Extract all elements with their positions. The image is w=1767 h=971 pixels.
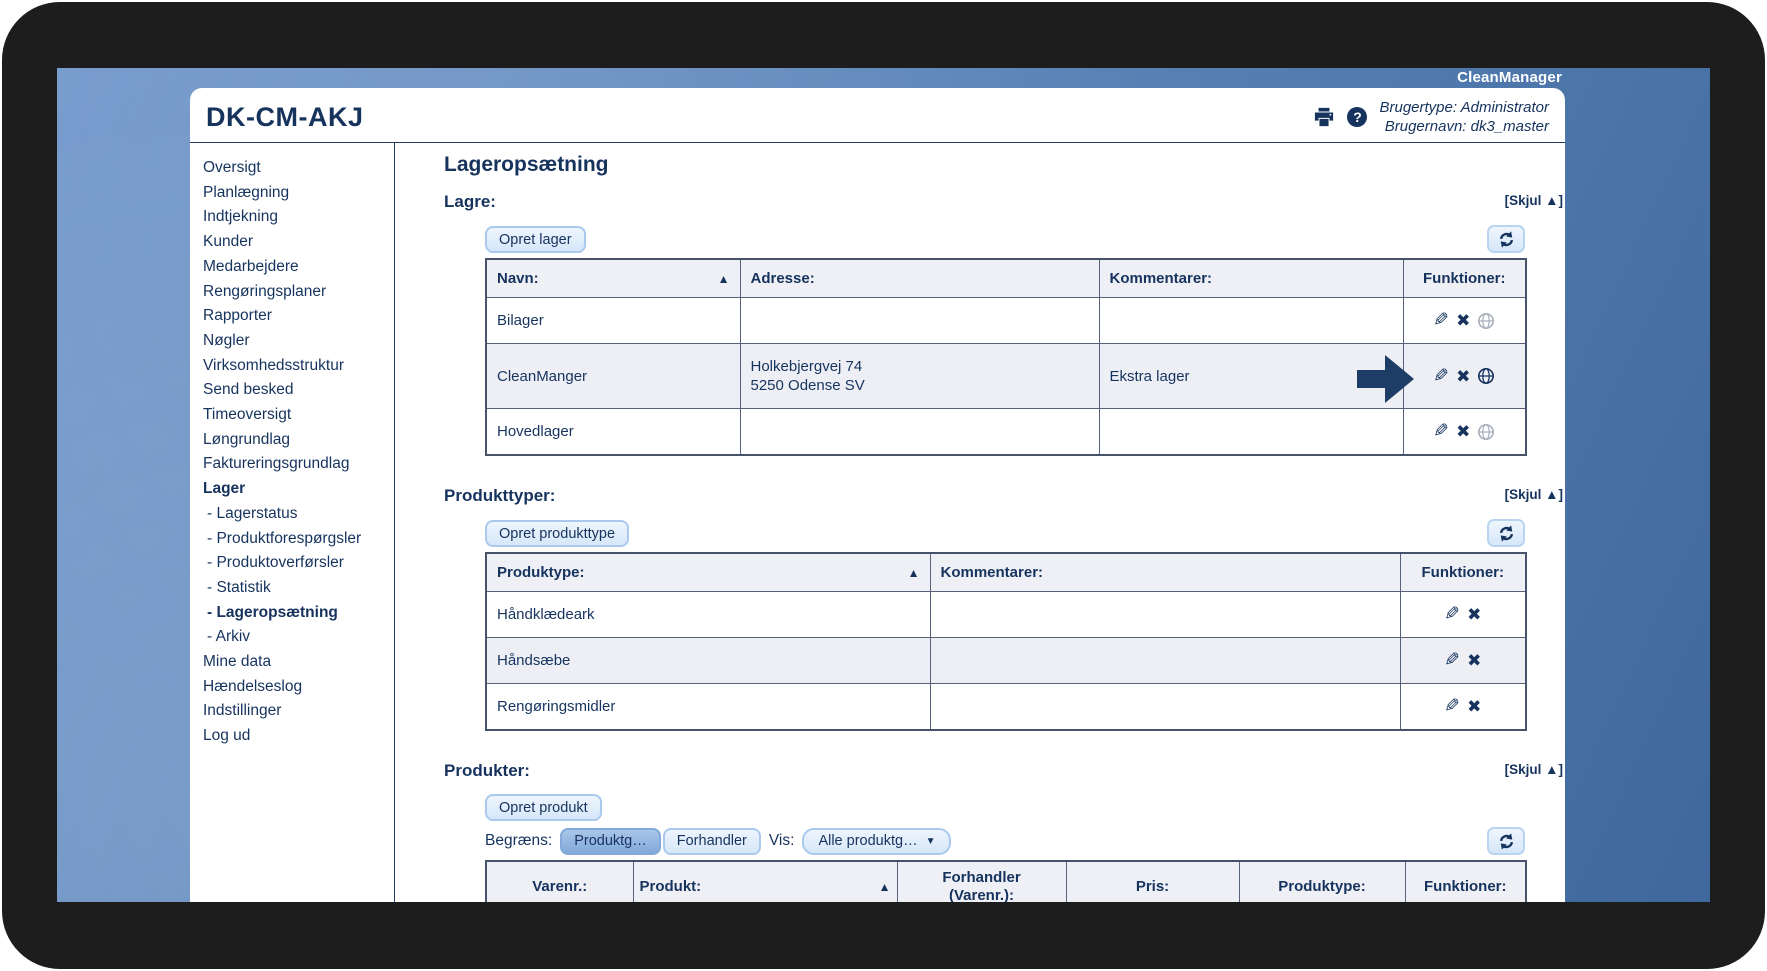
produkttype-funktioner-cell (1400, 592, 1526, 638)
app-window (190, 88, 1565, 902)
page-title: Lageropsætning (444, 153, 609, 176)
produkter-table (485, 860, 1527, 902)
sort-asc-icon[interactable]: ▲ (717, 271, 730, 286)
sidebar-item-lagerstatus[interactable]: - Lagerstatus (207, 504, 298, 522)
produkttyper-table (485, 552, 1527, 731)
sidebar-item-produktforespoergsler[interactable]: - Produktforespørgsler (207, 529, 362, 547)
filter-produktgrupper-button[interactable]: Produktg… (560, 828, 661, 855)
produkter-col-forhandler (897, 861, 1066, 902)
edit-icon[interactable]: ✎ (1433, 421, 1450, 442)
produkter-refresh-button[interactable] (1487, 827, 1525, 855)
sidebar-item-faktureringsgrundlag[interactable]: Faktureringsgrundlag (203, 455, 350, 473)
sidebar-item-rengoeringsplaner[interactable]: Rengøringsplaner (203, 282, 327, 300)
lager-navn-cell: Hovedlager (486, 409, 740, 456)
sidebar-item-indtjekning[interactable]: Indtjekning (203, 208, 278, 226)
user-name-label: Brugernavn: dk3_master (1384, 118, 1549, 135)
begraens-label: Begræns: (485, 832, 553, 849)
delete-icon[interactable]: ✖ (1456, 422, 1471, 441)
lager-kommentar-cell (1099, 298, 1403, 344)
chevron-down-icon: ▼ (925, 835, 936, 847)
delete-icon[interactable]: ✖ (1467, 605, 1482, 624)
sidebar-item-planlaegning[interactable]: Planlægning (203, 183, 290, 201)
table-row (486, 592, 1526, 638)
sidebar-item-lager[interactable]: Lager (203, 480, 246, 498)
navn-header-label: Navn: (497, 270, 539, 287)
lager-adresse-cell (740, 344, 1099, 409)
dropdown-selected-value: Alle produktg… (818, 833, 918, 849)
produkttype-kommentar-cell (930, 592, 1400, 638)
user-type-label: Brugertype: Administrator (1379, 99, 1549, 116)
vis-label: Vis: (768, 832, 795, 849)
sort-asc-icon[interactable]: ▲ (878, 880, 891, 894)
lager-navn-cell: Bilager (486, 298, 740, 344)
table-row (486, 638, 1526, 684)
delete-icon[interactable]: ✖ (1456, 311, 1471, 330)
sidebar-item-loengrundlag[interactable]: Løngrundlag (203, 430, 291, 448)
lager-navn-cell: CleanManger (486, 344, 740, 409)
globe-icon[interactable] (1477, 367, 1495, 385)
delete-icon[interactable]: ✖ (1467, 651, 1482, 670)
table-row (486, 684, 1526, 731)
lagre-hide-link[interactable]: [Skjul ▲] (1504, 193, 1563, 208)
edit-icon[interactable]: ✎ (1433, 310, 1450, 331)
sidebar-item-oversigt[interactable]: Oversigt (203, 159, 261, 176)
produkter-col-produkt[interactable] (633, 861, 897, 902)
lagre-refresh-button[interactable] (1487, 225, 1525, 253)
table-row (486, 298, 1526, 344)
produkttyper-hide-link[interactable]: [Skjul ▲] (1504, 487, 1563, 502)
produkter-title-text: Produkter: (444, 761, 530, 780)
produkt-header-label: Produkt: (639, 878, 702, 895)
lager-adresse-cell (740, 409, 1099, 456)
lagre-col-navn[interactable] (486, 259, 740, 298)
window-body (190, 143, 1565, 902)
produkttyper-section-title (444, 486, 1563, 506)
produkter-hide-link[interactable]: [Skjul ▲] (1504, 762, 1563, 777)
sidebar-item-lageropsaetning[interactable]: - Lageropsætning (207, 603, 338, 621)
lagre-header-row (486, 259, 1526, 298)
table-row (486, 409, 1526, 456)
edit-icon[interactable]: ✎ (1444, 696, 1461, 717)
section-produkter (444, 761, 1563, 902)
lager-funktioner-cell (1403, 344, 1526, 409)
produkttyper-refresh-button[interactable] (1487, 519, 1525, 547)
forhandler-header-line2: (Varenr.): (948, 887, 1015, 902)
lager-adresse-cell (740, 298, 1099, 344)
sidebar-item-indstillinger[interactable]: Indstillinger (203, 702, 282, 720)
produktgruppe-dropdown[interactable] (802, 828, 951, 855)
delete-icon[interactable]: ✖ (1467, 697, 1482, 716)
sidebar-item-arkiv[interactable]: - Arkiv (207, 628, 251, 646)
sidebar-item-virksomhedsstruktur[interactable]: Virksomhedsstruktur (203, 356, 344, 374)
edit-icon[interactable]: ✎ (1433, 365, 1450, 387)
refresh-icon (1497, 832, 1516, 851)
produkttyper-title-text: Produkttyper: (444, 486, 556, 505)
pointer-arrow (1357, 354, 1415, 404)
forhandler-header-line1: Forhandler (942, 869, 1021, 886)
adresse-line2: 5250 Odense SV (750, 377, 865, 394)
lager-kommentar-cell: Ekstra lager (1099, 344, 1403, 409)
sidebar-item-kunder[interactable]: Kunder (203, 233, 253, 251)
produkter-col-produktype: Produktype: (1239, 861, 1405, 902)
sidebar-item-rapporter[interactable]: Rapporter (203, 307, 272, 325)
globe-icon[interactable] (1477, 312, 1495, 330)
header-user-block (1313, 98, 1549, 136)
refresh-icon (1497, 524, 1516, 543)
sort-asc-icon[interactable]: ▲ (907, 565, 920, 580)
sidebar-item-medarbejdere[interactable]: Medarbejdere (203, 257, 299, 275)
produktype-header-label: Produktype: (497, 564, 585, 581)
sidebar-item-log-ud[interactable]: Log ud (203, 727, 251, 745)
produkter-header-row (486, 861, 1526, 902)
adresse-line1: Holkebjergvej 74 (750, 358, 863, 375)
print-icon[interactable] (1313, 107, 1335, 127)
sidebar-item-mine-data[interactable]: Mine data (203, 653, 272, 671)
produkter-toolbar (485, 794, 1525, 821)
main-content (395, 143, 1565, 902)
help-icon[interactable]: ? (1347, 107, 1367, 127)
produkter-col-varenr: Varenr.: (486, 861, 633, 902)
sidebar-item-noegler[interactable]: Nøgler (203, 331, 250, 349)
lagre-title-text: Lagre: (444, 192, 496, 211)
globe-icon[interactable] (1477, 423, 1495, 441)
produkttype-funktioner-cell (1400, 684, 1526, 731)
delete-icon[interactable]: ✖ (1456, 366, 1471, 386)
lagre-col-funktioner: Funktioner: (1403, 259, 1526, 298)
section-produkttyper (444, 486, 1563, 731)
produkttyper-col-kommentarer: Kommentarer: (930, 553, 1400, 592)
produkttype-cell: Håndsæbe (486, 638, 930, 684)
edit-icon[interactable]: ✎ (1444, 604, 1461, 625)
produkter-section-title (444, 761, 1563, 781)
user-meta (1379, 98, 1549, 136)
create-produkttype-button[interactable]: Opret produkttype (485, 520, 629, 547)
section-lagre (444, 192, 1563, 456)
desktop-background (57, 68, 1710, 902)
create-produkt-button[interactable]: Opret produkt (485, 794, 602, 821)
lager-funktioner-cell (1403, 409, 1526, 456)
sidebar-item-timeoversigt[interactable]: Timeoversigt (203, 406, 292, 424)
lagre-toolbar (485, 225, 1525, 253)
produkter-col-funktioner: Funktioner: (1405, 861, 1526, 902)
sidebar-item-send-besked[interactable]: Send besked (203, 381, 294, 399)
sidebar-item-statistik[interactable]: - Statistik (207, 578, 271, 596)
window-header (190, 88, 1565, 143)
create-lager-button[interactable]: Opret lager (485, 226, 586, 253)
edit-icon[interactable]: ✎ (1444, 650, 1461, 671)
produkter-col-pris: Pris: (1066, 861, 1239, 902)
brand-title: CleanManager (1457, 69, 1562, 86)
produkttype-cell: Rengøringsmidler (486, 684, 930, 731)
lagre-col-kommentarer: Kommentarer: (1099, 259, 1403, 298)
sidebar-nav (190, 143, 395, 902)
produkttype-kommentar-cell (930, 638, 1400, 684)
filter-forhandler-button[interactable]: Forhandler (663, 828, 761, 855)
produkttyper-col-produktype[interactable] (486, 553, 930, 592)
produkttyper-header-row (486, 553, 1526, 592)
lagre-section-title (444, 192, 1563, 212)
lager-kommentar-cell (1099, 409, 1403, 456)
refresh-icon (1497, 230, 1516, 249)
produkttype-cell: Håndklædeark (486, 592, 930, 638)
lagre-col-adresse: Adresse: (740, 259, 1099, 298)
sidebar-item-produktoverfoersler[interactable]: - Produktoverførsler (207, 554, 344, 572)
produkttype-kommentar-cell (930, 684, 1400, 731)
produkter-filters (485, 827, 1525, 855)
produkttype-funktioner-cell (1400, 638, 1526, 684)
lager-funktioner-cell (1403, 298, 1526, 344)
produkttyper-col-funktioner: Funktioner: (1400, 553, 1526, 592)
sidebar-item-haendelseslog[interactable]: Hændelseslog (203, 677, 303, 695)
produkttyper-toolbar (485, 519, 1525, 547)
page-heading: DK-CM-AKJ (206, 101, 364, 132)
